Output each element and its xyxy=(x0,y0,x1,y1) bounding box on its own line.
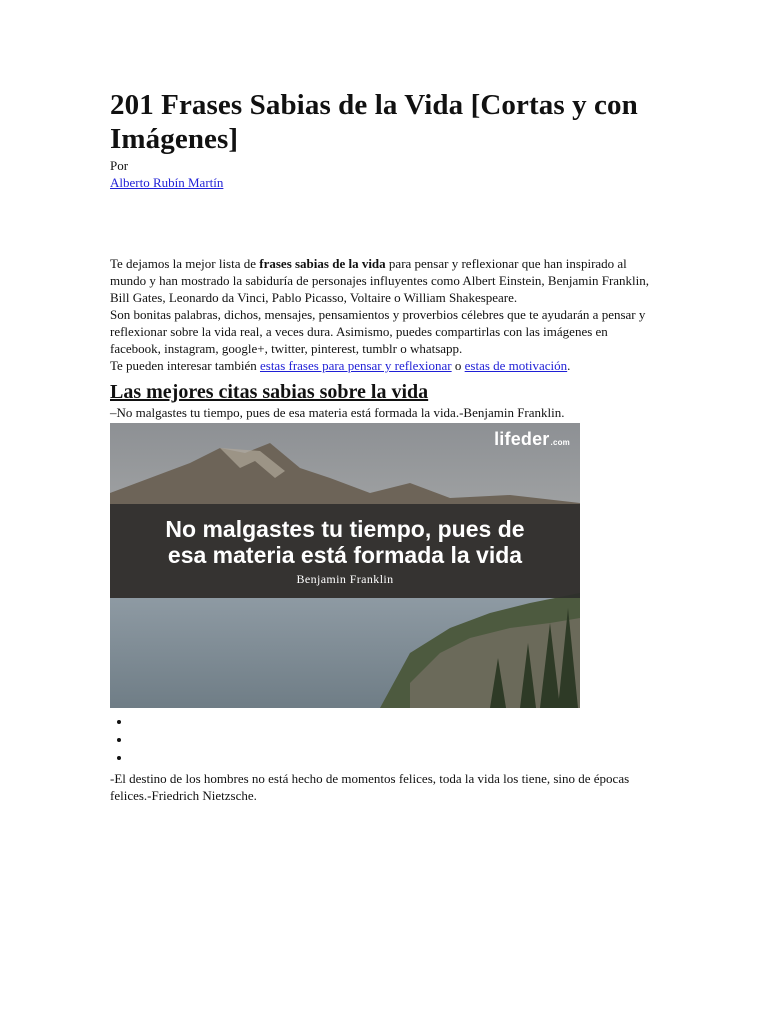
list-item xyxy=(132,732,655,750)
author-link[interactable]: Alberto Rubín Martín xyxy=(110,175,224,190)
intro-text-span: Te pueden interesar también xyxy=(110,358,260,373)
by-label: Por xyxy=(110,158,129,173)
list-item xyxy=(132,750,655,768)
banner-line-2: esa materia está formada la vida xyxy=(167,542,523,568)
intro-text-span: Te dejamos la mejor lista de xyxy=(110,256,260,271)
lifeder-logo xyxy=(494,429,570,450)
section-heading: Las mejores citas sabias sobre la vida xyxy=(110,381,429,403)
quote-nietzsche: -El destino de los hombres no está hecho de momentos felices, toda la vida los tiene, sino de épocas felices.-Friedrich Nietzsche. xyxy=(110,771,630,803)
quote-franklin: –No malgastes tu tiempo, pues de esa materia está formada la vida.-Benjamin Franklin. xyxy=(110,405,565,420)
list-item xyxy=(132,714,655,732)
banner-author: Benjamin Franklin xyxy=(296,572,394,586)
article-title: 201 Frases Sabias de la Vida [Cortas y con Imágenes] xyxy=(110,89,638,155)
intro-paragraph-3 xyxy=(110,357,655,374)
quote-banner xyxy=(110,504,580,598)
intro-paragraph-2: Son bonitas palabras, dichos, mensajes, pensamientos y proverbios célebres que te ayudarán a pensar y reflexionar sobre la vida real, a veces dura. Asimismo, puedes compartirlas con las imágenes en facebook, instagram, google+, twitter, pinterest, tumblr o whatsapp. xyxy=(110,307,646,356)
link-motivacion[interactable]: estas de motivación xyxy=(464,358,568,373)
intro-text-span: . xyxy=(567,358,571,373)
intro-text-span: para pensar y reflexionar que han inspirado al mundo y han mostrado la sabiduría de personajes influyentes como Albert Einstein, Benjamin Franklin, Bill Gates, Leonardo da Vinci, Pablo Picasso, Voltaire o William Shakespeare. xyxy=(110,256,650,305)
empty-bullet-list xyxy=(110,714,655,768)
logo-suffix: .com xyxy=(550,438,570,447)
intro-bold-keyword: frases sabias de la vida xyxy=(259,256,386,271)
intro-text xyxy=(110,255,655,374)
logo-text: lifeder xyxy=(494,429,550,449)
intro-paragraph-1 xyxy=(110,255,655,306)
article-content xyxy=(110,88,655,804)
intro-text-span: o xyxy=(451,358,465,373)
quote-image[interactable] xyxy=(110,423,580,708)
link-frases-reflexionar[interactable]: estas frases para pensar y reflexionar xyxy=(259,358,452,373)
banner-line-1: No malgastes tu tiempo, pues de xyxy=(165,516,525,542)
byline xyxy=(110,157,655,191)
